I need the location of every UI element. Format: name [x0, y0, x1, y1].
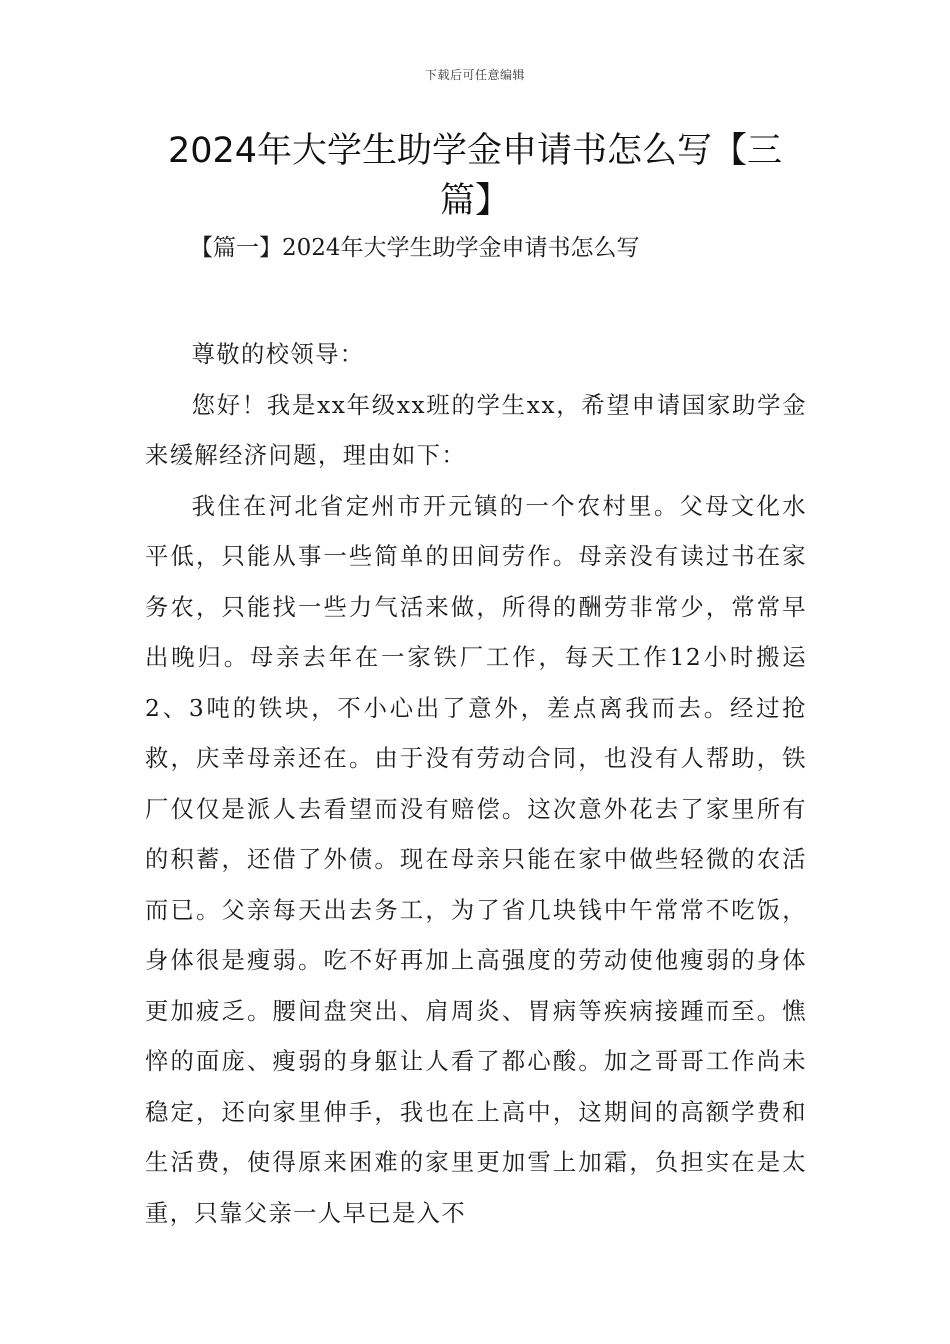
- salutation: 尊敬的校领导：: [191, 341, 365, 368]
- body-text: [145, 330, 807, 1239]
- header-note: 下载后可任意编辑: [424, 68, 525, 82]
- document-title: 2024年大学生助学金申请书怎么写【三篇】: [167, 131, 783, 221]
- main-paragraph: 我住在河北省定州市开元镇的一个农村里。父母文化水平低，只能从事一些简单的田间劳作。母亲没有读过书在家务农，只能找一些力气活来做，所得的酬劳非常少，常常早出晚归。母亲去年在一家铁厂工作，每天工作12小时搬运2、3吨的铁块，不小心出了意外，差点离我而去。经过抢救，庆幸母亲还在。由于没有劳动合同，也没有人帮助，铁厂仅仅是派人去看望而没有赔偿。这次意外花去了家里所有的积蓄，还借了外债。现在母亲只能在家中做些轻微的农活而已。父亲每天出去务工，为了省几块钱中午常常不吃饭，身体很是瘦弱。吃不好再加上高强度的劳动使他瘦弱的身体更加疲乏。腰间盘突出、肩周炎、胃病等疾病接踵而至。憔悴的面庞、瘦弱的身躯让人看了都心酸。加之哥哥工作尚未稳定，还向家里伸手，我也在上高中，这期间的高额学费和生活费，使得原来困难的家里更加雪上加霜，负担实在是太重，只靠父亲一人早已是入不: [145, 492, 807, 1227]
- greeting-paragraph: 您好！我是xx年级xx班的学生xx，希望申请国家助学金来缓解经济问题，理由如下：: [145, 391, 807, 469]
- section-heading: 【篇一】2024年大学生助学金申请书怎么写: [190, 235, 640, 261]
